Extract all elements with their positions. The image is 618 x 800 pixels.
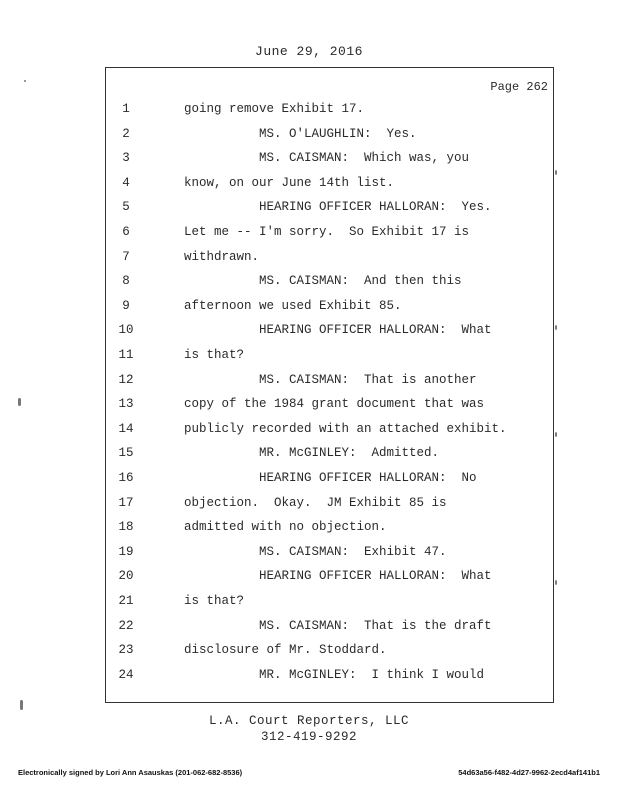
line-text: Let me -- I'm sorry. So Exhibit 17 is: [184, 225, 470, 239]
transcript-line: [0, 176, 618, 194]
transcript-line: [0, 619, 618, 637]
line-text: MS. CAISMAN: And then this: [184, 274, 462, 289]
transcript-line: [0, 250, 618, 268]
line-text: MR. McGINLEY: I think I would: [184, 667, 485, 682]
transcript-line: [0, 520, 618, 538]
line-text: objection. Okay. JM Exhibit 85 is: [184, 495, 447, 510]
court-reporter-company: L.A. Court Reporters, LLC: [208, 714, 410, 728]
document-id: 54d63a56-f482-4d27-9962-2ecd4af141b1: [458, 768, 600, 777]
transcript-line: [0, 422, 618, 440]
transcript-line: [0, 643, 618, 661]
scan-speck: [18, 398, 21, 406]
line-number: 13: [118, 397, 134, 412]
line-number: 12: [118, 372, 134, 387]
line-text: admitted with no objection.: [184, 520, 387, 535]
line-number: 2: [122, 126, 130, 141]
transcript-line: [0, 200, 618, 218]
line-number: 6: [122, 225, 130, 239]
transcript-line: [0, 569, 618, 587]
line-text: MS. CAISMAN: That is another: [184, 372, 477, 387]
transcript-line: [0, 668, 618, 686]
transcript-line: [0, 348, 618, 366]
line-number: 24: [118, 667, 134, 682]
transcript-line: [0, 323, 618, 341]
transcript-line: [0, 496, 618, 514]
line-number: 18: [118, 520, 134, 535]
electronic-signature-bar: [18, 768, 600, 780]
line-number: 14: [118, 421, 134, 436]
line-text: HEARING OFFICER HALLORAN: No: [184, 471, 477, 485]
line-number: 21: [118, 594, 134, 608]
line-number: 20: [118, 569, 134, 584]
transcript-line: [0, 127, 618, 145]
line-number: 17: [118, 495, 134, 510]
line-text: withdrawn.: [184, 249, 260, 264]
line-text: afternoon we used Exhibit 85.: [184, 298, 402, 313]
line-number: 8: [122, 274, 130, 289]
line-number: 9: [122, 298, 130, 313]
transcript-line: [0, 594, 618, 612]
transcript-line: [0, 397, 618, 415]
line-text: is that?: [184, 348, 245, 362]
scan-speck: [24, 80, 26, 82]
page-number-label: Page 262: [490, 80, 548, 94]
line-number: 22: [118, 618, 134, 633]
line-text: is that?: [184, 594, 245, 608]
transcript-line: [0, 446, 618, 464]
court-reporter-phone: 312-419-9292: [260, 730, 357, 744]
line-text: HEARING OFFICER HALLORAN: What: [184, 323, 492, 338]
transcript-line: [0, 225, 618, 243]
line-number: 5: [122, 200, 130, 215]
transcript-line: [0, 373, 618, 391]
transcript-line: [0, 471, 618, 489]
line-text: MS. CAISMAN: Which was, you: [184, 151, 470, 166]
line-number: 16: [118, 471, 134, 485]
scan-speck: [555, 170, 557, 175]
line-text: MR. McGINLEY: Admitted.: [184, 446, 440, 461]
transcript-line: [0, 299, 618, 317]
line-number: 23: [118, 643, 134, 658]
scan-speck: [555, 325, 557, 330]
transcript-line: [0, 151, 618, 169]
line-text: MS. CAISMAN: Exhibit 47.: [184, 544, 447, 559]
line-number: 4: [122, 175, 130, 190]
line-number: 7: [122, 249, 130, 264]
signature-text: Electronically signed by Lori Ann Asauskas (201-062-682-8536): [18, 768, 243, 777]
line-text: publicly recorded with an attached exhibit.: [184, 421, 507, 436]
line-text: MS. CAISMAN: That is the draft: [184, 618, 492, 633]
line-number: 15: [118, 446, 134, 461]
scan-speck: [555, 580, 557, 585]
line-number: 19: [118, 544, 134, 559]
line-text: MS. O'LAUGHLIN: Yes.: [184, 126, 417, 141]
scan-speck: [555, 432, 557, 437]
line-number: 10: [118, 323, 134, 338]
line-number: 1: [122, 102, 130, 116]
transcript-date: June 29, 2016: [255, 44, 363, 59]
transcript-line: [0, 545, 618, 563]
line-text: disclosure of Mr. Stoddard.: [184, 643, 387, 658]
line-number: 3: [122, 151, 130, 166]
line-text: copy of the 1984 grant document that was: [184, 397, 485, 412]
line-text: going remove Exhibit 17.: [184, 102, 365, 116]
line-number: 11: [118, 348, 134, 362]
line-text: HEARING OFFICER HALLORAN: What: [184, 569, 492, 584]
line-text: HEARING OFFICER HALLORAN: Yes.: [184, 200, 492, 215]
transcript-line: [0, 274, 618, 292]
line-text: know, on our June 14th list.: [184, 175, 395, 190]
scan-speck: [20, 700, 23, 710]
transcript-line: [0, 102, 618, 120]
